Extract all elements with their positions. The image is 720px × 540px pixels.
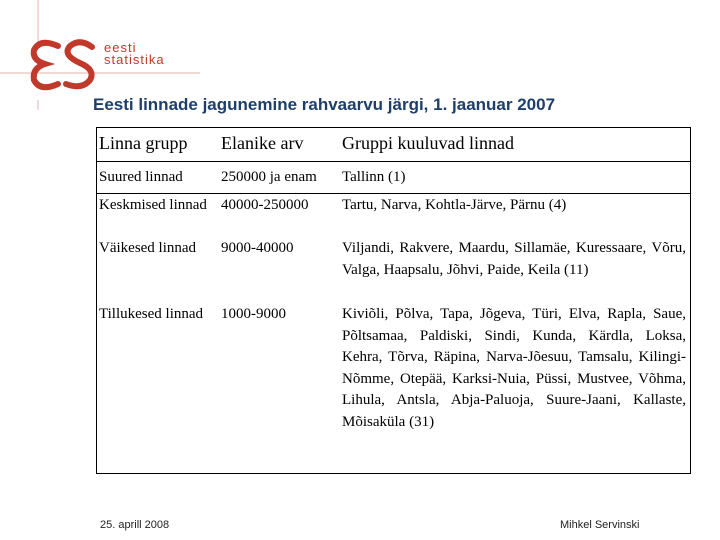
table-row [97,161,690,194]
cell-group: Tillukesed linnad [99,306,204,322]
footer-date: 25. aprill 2008 [100,519,170,531]
cell-towns: Viljandi, Rakvere, Maardu, Sillamäe, Kuressaare, Võru, Valga, Haapsalu, Jõhvi, Paide, Keila (11) [342,240,686,278]
towns-table [96,127,691,474]
header-population: Elanike arv [221,133,304,153]
logo-word-statistika: statistika [104,52,165,67]
header-towns: Gruppi kuuluvad linnad [342,133,514,153]
cell-population: 1000-9000 [221,306,286,322]
cell-towns: Tallinn (1) [342,169,406,185]
footer-author: Mihkel Servinski [560,519,640,531]
cell-group: Väikesed linnad [99,240,197,256]
cell-towns: Tartu, Narva, Kohtla-Järve, Pärnu (4) [342,197,567,213]
cell-population: 9000-40000 [221,240,294,256]
cell-group: Suured linnad [99,169,183,185]
cell-population: 250000 ja enam [221,169,317,185]
eesti-statistika-logo [0,0,200,110]
logo-mark-icon [0,0,200,110]
header-group: Linna grupp [99,133,188,153]
cell-population: 40000-250000 [221,197,309,213]
cell-towns: Kiviõli, Põlva, Tapa, Jõgeva, Türi, Elva, Rapla, Saue, Põltsamaa, Paldiski, Sindi, Kunda, Kärdla, Loksa, Kehra, Tõrva, Räpina, Narva-Jõesuu, Tamsalu, Kilingi-Nõmme, Otepää, Karksi-Nuia, Püssi, Mustvee, Võhma, Lihula, Antsla, Abja-Paluoja, Suure-Jaani, Kallaste, Mõisaküla (31) [342,306,686,430]
cell-group: Keskmised linnad [99,197,207,213]
logo-word-eesti: eesti [104,40,137,55]
page-title: Eesti linnade jagunemine rahvaarvu järgi, 1. jaanuar 2007 [93,95,556,114]
table-header-row [97,128,690,162]
